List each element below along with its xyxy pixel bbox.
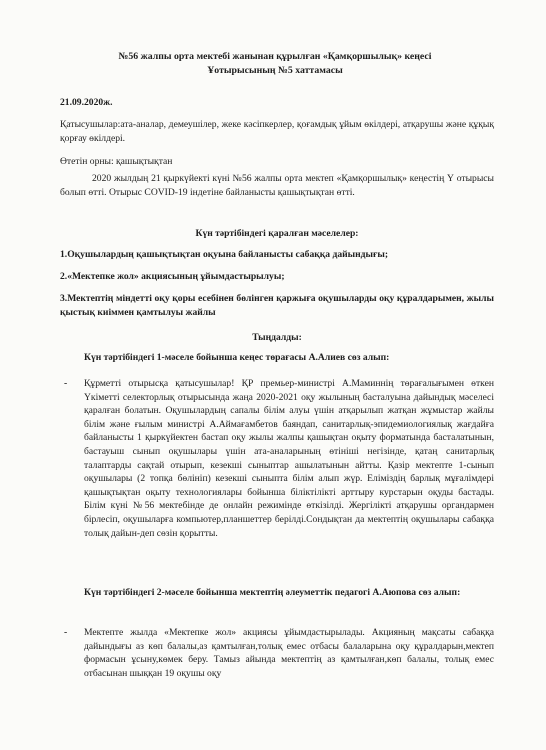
item1-bullet: - (64, 378, 68, 389)
protocol-date: 21.09.2020ж. (60, 97, 113, 108)
venue-text: Өтетін орны: қашықтықтан (60, 156, 173, 167)
agenda-item-1: 1.Оқушылардың қашықтықтан оқуына байланысты сабаққа дайындығы; (60, 249, 389, 260)
item2-text: Мектепте жылда «Мектепке жол» акциясы ұйымдастырылады. Акцияның мақсаты сабаққа дайындығы аз көп балалы,аз қамтылған,толық емес отбасы балаларына оқу құралдарын,мектеп формасын ұсыну,көмек беру. Тамыз айында мектептің аз қамтылған,көп балалы, толық емес отбасынан шыққан 19 оқушы оқу (84, 627, 494, 679)
agenda-item-2: 2.«Мектепке жол» акциясының ұйымдастырылуы; (60, 271, 285, 282)
intro-paragraph: 2020 жылдың 21 қыркүйекті күні №56 жалпы орта мектеп «Қамқоршылық» кеңестің Ү отырысы болып өтті. Отырыс COVID-19 індетіне байланысты қашықтықтан өтті. (60, 173, 494, 198)
agenda-heading: Күн тәртібіндегі қаралған мәселелер: (195, 228, 359, 239)
item1-text: Құрметті отырысқа қатысушылар! ҚР премьер-министрі А.Маминнің төрағалығымен өткен Үкіметті селекторлық отырысында жаңа 2020-2021 оқу жылының басталуына дайындық мәселесі қаралған болатын. Оқушылардың сапалы білім алуы үшін атқарылып жатқан жұмыстар жайлы білім және ғылым министрі А.Аймағамбетов баяндап, санитарлық-эпидемиологиялық жағдайға байланысты 1 қыркүйектен бастап оқу жылы жалпы қашықтан оқыту форматында басталатынын, бастауыш сынып оқушылары үшін ата-аналарының өтініші негізінде, қатаң санитарлық талаптарды сақтай отырып, кезекші сыныптар ашылатынын айтты. Қазір мектепте 1-сынып оқушылары (2 топқа бөлініп) кезекші сыныпта білім алып жүр. Еліміздің барлық мұғалімдері қашықтықтан оқыту технологиялары бойынша біліктілікті арттыру курстарын оқуды бастады. Білім күні №56 мектебінде де онлайн режимінде өткізілді. Жергілікті атқарушы органдармен бірлесіп, оқушыларға компьютер,планшеттер берілді.Сондықтан да мектептің оқушылары сабаққа толық дайын-деп сөзін қорытты. (84, 378, 494, 539)
title-line-2: Ұотырысының №5 хаттамасы (207, 65, 343, 77)
document-title (60, 50, 490, 78)
heard-heading: Тыңдалды: (252, 332, 302, 343)
participants-text: Қатысушылар:ата-аналар, демеушілер, жеке кәсіпкерлер, қоғамдық ұйым өкілдері, атқарушы және құқық қорғау өкілдері. (60, 119, 494, 144)
item2-heading: Күн тәртібіндегі 2-мәселе бойынша мектептің әлеуметтік педагогі А.Аюпова сөз алып: (84, 587, 461, 598)
title-line-1: №56 жалпы орта мектебі жанынан құрылған «Қамқоршылық» кеңесі (118, 51, 432, 62)
item2-bullet: - (64, 627, 68, 638)
agenda-item-3: 3.Мектептің міндетті оқу қоры есебінен бөлінген қаржыға оқушыларды оқу құралдарымен, жылы қыстық киіммен қамтылуы жайлы (60, 293, 494, 318)
item1-heading: Күн тәртібіндегі 1-мәселе бойынша кеңес төрағасы А.Алиев сөз алып: (84, 352, 390, 363)
